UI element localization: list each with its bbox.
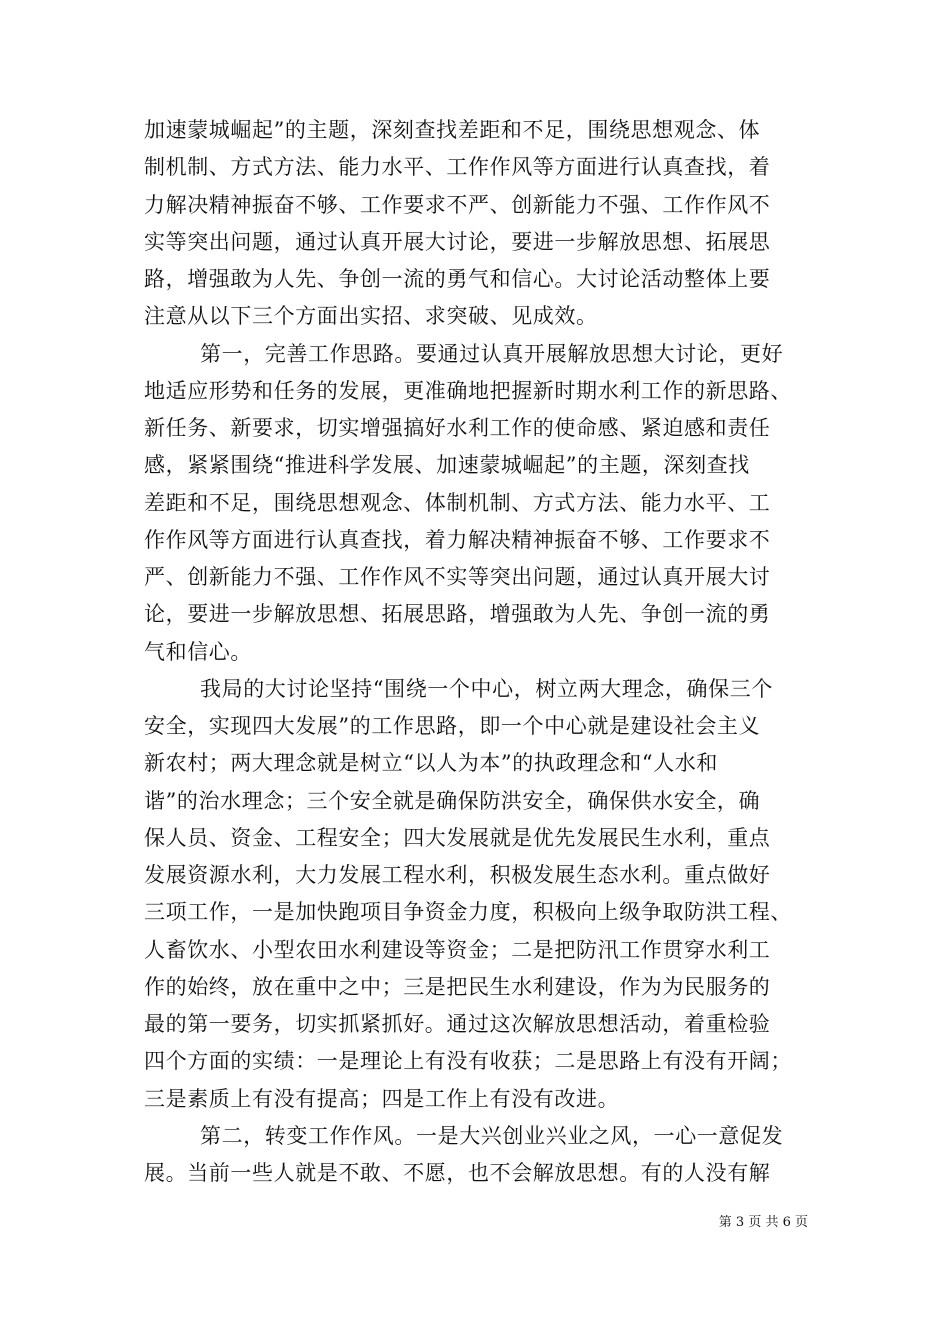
text-line: 三项工作，一是加快跑项目争资金力度，积极向上级争取防洪工程、	[144, 900, 792, 925]
text-line: 力解决精神振奋不够、工作要求不严、创新能力不强、工作作风不	[144, 192, 771, 217]
text-line: 人畜饮水、小型农田水利建设等资金；二是把防汛工作贯穿水利工	[144, 937, 771, 962]
text-line: 保人员、资金、工程安全；四大发展就是优先发展民生水利，重点	[144, 825, 771, 850]
text-line: 发展资源水利，大力发展工程水利，积极发展生态水利。重点做好	[144, 863, 771, 887]
text-line: 路，增强敢为人先、争创一流的勇气和信心。大讨论活动整体上要	[144, 267, 771, 291]
text-line: 实等突出问题，通过认真开展大讨论，要进一步解放思想、拓展思	[144, 229, 771, 254]
text-line: 新农村；两大理念就是树立“以人为本”的执政理念和“人水和	[144, 751, 719, 776]
body-text	[144, 112, 809, 1192]
text-line: 四个方面的实绩：一是理论上有没有收获；二是思路上有没有开阔；	[144, 1049, 792, 1074]
paragraph-first-line: 我局的大讨论坚持“围绕一个中心，树立两大理念，确保三个	[200, 676, 773, 701]
text-line: 论，要进一步解放思想、拓展思路，增强敢为人先、争创一流的勇	[144, 602, 771, 627]
text-line: 气和信心。	[144, 639, 252, 664]
text-line: 作的始终，放在重中之中；三是把民生水利建设，作为为民服务的	[144, 974, 771, 999]
text-line: 安全，实现四大发展”的工作思路，即一个中心就是建设社会主义	[144, 714, 761, 738]
text-line: 最的第一要务，切实抓紧抓好。通过这次解放思想活动，着重检验	[144, 1012, 771, 1036]
text-line: 感，紧紧围绕“推进科学发展、加速蒙城崛起”的主题，深刻查找	[144, 453, 750, 478]
text-line: 严、创新能力不强、工作作风不实等突出问题，通过认真开展大讨	[144, 565, 771, 589]
text-line: 展。当前一些人就是不敢、不愿，也不会解放思想。有的人没有解	[144, 1161, 771, 1185]
text-line: 谐”的治水理念；三个安全就是确保防洪安全，确保供水安全，确	[144, 788, 761, 813]
text-line: 作作风等方面进行认真查找，着力解决精神振奋不够、工作要求不	[144, 527, 771, 552]
text-line: 制机制、方式方法、能力水平、工作作风等方面进行认真查找，着	[144, 155, 771, 180]
text-line: 差距和不足，围绕思想观念、体制机制、方式方法、能力水平、工	[144, 490, 771, 515]
page-number-footer: 第 3 页 共 6 页	[718, 1215, 808, 1230]
text-line: 注意从以下三个方面出实招、求突破、见成效。	[144, 304, 598, 329]
paragraph-first-line: 第一，完善工作思路。要通过认真开展解放思想大讨论，更好	[200, 341, 784, 366]
paragraph-first-line: 第二，转变工作作风。一是大兴创业兴业之风，一心一意促发	[200, 1123, 784, 1148]
text-line: 地适应形势和任务的发展，更准确地把握新时期水利工作的新思路、	[144, 378, 792, 403]
text-line: 新任务、新要求，切实增强搞好水利工作的使命感、紧迫感和责任	[144, 416, 771, 440]
text-line: 三是素质上有没有提高；四是工作上有没有改进。	[144, 1086, 620, 1111]
text-line: 加速蒙城崛起”的主题，深刻查找差距和不足，围绕思想观念、体	[144, 118, 761, 142]
